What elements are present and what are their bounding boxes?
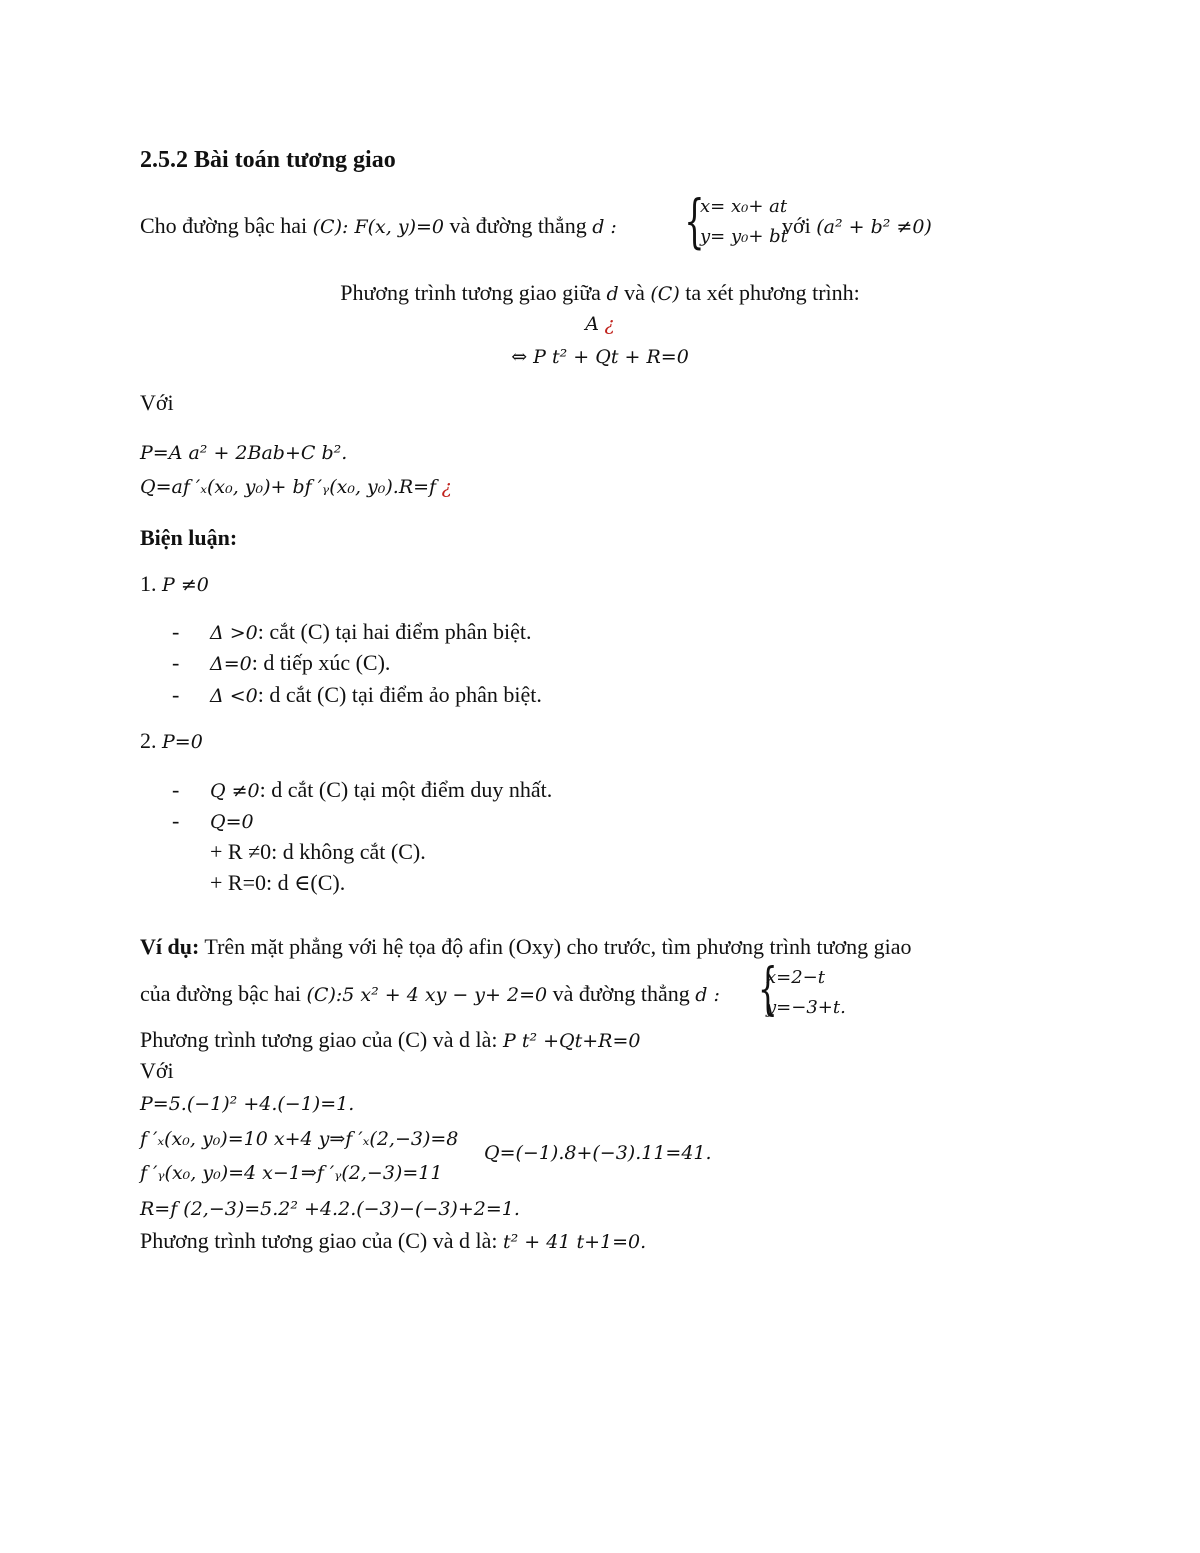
case-2 xyxy=(140,727,203,756)
q-formula-math: Q=af ′ₓ(x₀, y₀)+ bf ′ᵧ(x₀, y₀).R=f xyxy=(140,476,437,498)
eq-intro-text-a: Phương trình tương giao giữa xyxy=(340,280,607,305)
case-2-item-math: Q=0 xyxy=(210,811,254,833)
line-system-1 xyxy=(700,192,788,252)
case-1-condition: P ≠0 xyxy=(162,574,209,596)
intro-line xyxy=(140,212,617,241)
line-system-2 xyxy=(766,963,846,1023)
example-r xyxy=(140,1194,520,1223)
case-2-item-text: : d cắt (C) tại một điểm duy nhất. xyxy=(259,777,553,802)
example-q xyxy=(484,1138,712,1167)
case-2-condition: P=0 xyxy=(162,731,203,753)
case-1 xyxy=(140,570,209,599)
voi-label-1: Với xyxy=(140,390,174,415)
equation-main xyxy=(0,342,1200,371)
system-2-eq-y: y=−3+t. xyxy=(766,997,846,1018)
eq-intro-text-b: và xyxy=(618,280,651,305)
dash: - xyxy=(172,777,180,802)
dash: - xyxy=(172,650,180,675)
eq-intro-text-c: ta xét phương trình: xyxy=(679,280,860,305)
system-2-eq-x: x=2−t xyxy=(766,967,826,988)
voi-label-2: Với xyxy=(140,1058,174,1083)
p-formula-math: P=A a² + 2Bab+C b². xyxy=(140,442,348,464)
example-fy xyxy=(140,1158,442,1187)
equation-intro xyxy=(0,279,1200,308)
ex-fx-math: f ′ₓ(x₀, y₀)=10 x+4 y⇒f ′ₓ(2,−3)=8 xyxy=(140,1128,459,1150)
example-text-1: Trên mặt phẳng với hệ tọa độ afin (Oxy) cho trước, tìm phương trình tương giao xyxy=(199,934,912,959)
example-final xyxy=(140,1227,646,1256)
example-label: Ví dụ: xyxy=(140,934,200,959)
case-1-item-text: : cắt (C) tại hai điểm phân biệt. xyxy=(257,619,532,644)
ex-fy-math: f ′ᵧ(x₀, y₀)=4 x−1⇒f ′ᵧ(2,−3)=11 xyxy=(140,1162,443,1184)
case-2-item xyxy=(140,807,254,836)
example-text-2b: và đường thẳng xyxy=(547,981,696,1006)
section-heading: 2.5.2 Bài toán tương giao xyxy=(140,147,396,173)
example-line-2 xyxy=(140,980,720,1009)
case-2-subitem: + R=0: d ∈(C). xyxy=(210,870,346,895)
case-2-item xyxy=(140,776,552,805)
eq-intro-c: (C) xyxy=(650,283,680,305)
intro-curve-math: (C): F(x, y)=0 xyxy=(312,216,444,238)
intro-condition-math: (a² + b² ≠0) xyxy=(816,216,932,238)
intro-line-d: d : xyxy=(592,216,617,238)
q-formula-glyph: ¿ xyxy=(441,476,452,498)
equation-main-math: ⇔ P t² + Qt + R=0 xyxy=(511,346,689,368)
case-1-item xyxy=(140,681,542,710)
example-fx xyxy=(140,1124,458,1153)
ex-r-math: R=f (2,−3)=5.2² +4.2.(−3)−(−3)+2=1. xyxy=(140,1198,520,1220)
ex-eq-math: P t² +Qt+R=0 xyxy=(503,1030,641,1052)
system-brace-1: { xyxy=(684,187,705,255)
case-1-item-math: Δ=0 xyxy=(210,653,252,675)
equation-a: A xyxy=(585,313,600,335)
eq-intro-d: d xyxy=(606,283,619,305)
dash: - xyxy=(172,619,180,644)
case-2-number: 2. xyxy=(140,728,162,753)
intro-condition xyxy=(782,212,932,241)
case-1-item-math: Δ <0 xyxy=(210,685,258,707)
ex-final-math: t² + 41 t+1=0. xyxy=(503,1231,647,1253)
case-1-number: 1. xyxy=(140,571,162,596)
ex-p-math: P=5.(−1)² +4.(−1)=1. xyxy=(140,1093,355,1115)
case-1-item-math: Δ >0 xyxy=(210,622,258,644)
case-2-item-math: Q ≠0 xyxy=(210,780,260,802)
example-p xyxy=(140,1089,354,1118)
equation-a-line xyxy=(0,309,1200,338)
intro-text-a: Cho đường bậc hai xyxy=(140,213,313,238)
example-line-1 xyxy=(140,933,912,961)
intro-text-b: và đường thẳng xyxy=(444,213,593,238)
case-1-item-text: : d cắt (C) tại điểm ảo phân biệt. xyxy=(257,682,542,707)
bien-luan-heading: Biện luận: xyxy=(140,525,238,550)
example-line-d: d : xyxy=(695,984,720,1006)
case-2-subitem: + R ≠0: d không cắt (C). xyxy=(210,839,426,864)
dash: - xyxy=(172,808,180,833)
ex-eq-text: Phương trình tương giao của (C) và d là: xyxy=(140,1027,503,1052)
example-text-2a: của đường bậc hai xyxy=(140,981,307,1006)
equation-a-glyph: ¿ xyxy=(604,313,615,335)
system-1-eq-x: x= x₀+ at xyxy=(700,196,788,217)
dash: - xyxy=(172,682,180,707)
system-brace-2: { xyxy=(758,957,778,1022)
ex-final-text: Phương trình tương giao của (C) và d là: xyxy=(140,1228,503,1253)
case-1-item xyxy=(140,618,531,647)
p-formula xyxy=(140,438,347,467)
case-1-item-text: : d tiếp xúc (C). xyxy=(251,650,391,675)
intro-text-c: với xyxy=(782,213,817,238)
example-equation-intro xyxy=(140,1026,640,1055)
ex-q-math: Q=(−1).8+(−3).11=41. xyxy=(484,1142,712,1164)
example-curve-math: (C):5 x² + 4 xy − y+ 2=0 xyxy=(306,984,548,1006)
system-1-eq-y: y= y₀+ bt xyxy=(700,226,788,247)
q-formula xyxy=(140,472,452,501)
case-1-item xyxy=(140,649,390,678)
